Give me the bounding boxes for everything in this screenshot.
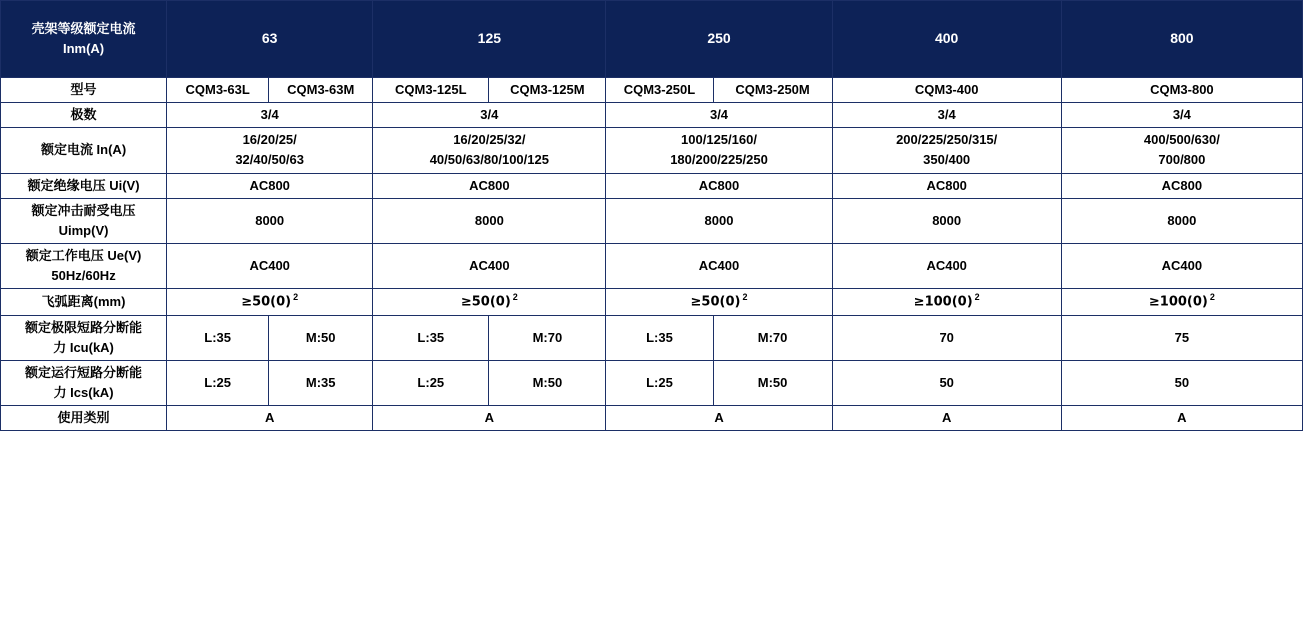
cell-category-400: A: [832, 406, 1061, 431]
cell-rated-current-63: [167, 128, 373, 173]
cell-model-250l: CQM3-250L: [606, 78, 713, 103]
cell-ue-400: AC400: [832, 243, 1061, 288]
table-row: [1, 406, 1303, 431]
cell-superscript: 2: [742, 292, 748, 303]
cell-line: 350/400: [923, 152, 971, 168]
cell-arc-63: [167, 289, 373, 315]
cell-superscript: 2: [1209, 292, 1215, 303]
cell-model-400: CQM3-400: [832, 78, 1061, 103]
cell-ics-250m: M:50: [713, 361, 832, 406]
header-frame-label: [1, 1, 167, 78]
cell-line: 32/40/50/63: [235, 152, 305, 168]
cell-ics-400: 50: [832, 361, 1061, 406]
row-label-arc-distance: 飞弧距离(mm): [1, 289, 167, 315]
row-label-rated-current: 额定电流 In(A): [1, 128, 167, 173]
cell-superscript: 2: [512, 292, 518, 303]
cell-category-800: A: [1061, 406, 1302, 431]
table-row: [1, 173, 1303, 198]
cell-line: 100/125/160/: [681, 132, 757, 148]
cell-rated-current-800: [1061, 128, 1302, 173]
header-frame-label-line1: 壳架等级额定电流: [31, 20, 136, 36]
table-row: [1, 198, 1303, 243]
row-label-line: 力 Icu(kA): [53, 339, 114, 355]
cell-model-63l: CQM3-63L: [167, 78, 269, 103]
cell-icu-125l: L:35: [373, 315, 489, 360]
cell-poles-125: 3/4: [373, 103, 606, 128]
cell-arc-800: [1061, 289, 1302, 315]
cell-value: ≥50(0): [690, 294, 741, 310]
cell-model-250m: CQM3-250M: [713, 78, 832, 103]
cell-icu-63m: M:50: [269, 315, 373, 360]
cell-poles-250: 3/4: [606, 103, 832, 128]
table-row: [1, 315, 1303, 360]
cell-ics-63l: L:25: [167, 361, 269, 406]
cell-ics-800: 50: [1061, 361, 1302, 406]
cell-uimp-63: 8000: [167, 198, 373, 243]
cell-arc-250: [606, 289, 832, 315]
table-row: [1, 78, 1303, 103]
cell-uimp-250: 8000: [606, 198, 832, 243]
table-header-row: [1, 1, 1303, 78]
row-label-icu: [1, 315, 167, 360]
cell-ui-800: AC800: [1061, 173, 1302, 198]
cell-ue-125: AC400: [373, 243, 606, 288]
cell-icu-400: 70: [832, 315, 1061, 360]
cell-ui-250: AC800: [606, 173, 832, 198]
cell-icu-250m: M:70: [713, 315, 832, 360]
row-label-impulse-voltage: [1, 198, 167, 243]
table-row: [1, 361, 1303, 406]
cell-line: 16/20/25/32/: [453, 132, 526, 148]
header-frame-125: 125: [373, 1, 606, 78]
row-label-line: 额定工作电压 Ue(V): [25, 247, 142, 263]
cell-poles-63: 3/4: [167, 103, 373, 128]
cell-value: ≥50(0): [241, 294, 292, 310]
row-label-line: 额定极限短路分断能: [25, 319, 143, 335]
cell-arc-400: [832, 289, 1061, 315]
cell-model-800: CQM3-800: [1061, 78, 1302, 103]
cell-rated-current-400: [832, 128, 1061, 173]
row-label-line: 额定冲击耐受电压: [31, 202, 136, 218]
cell-model-63m: CQM3-63M: [269, 78, 373, 103]
table-row: [1, 103, 1303, 128]
header-frame-400: 400: [832, 1, 1061, 78]
cell-rated-current-250: [606, 128, 832, 173]
cell-ui-400: AC800: [832, 173, 1061, 198]
row-label-working-voltage: [1, 243, 167, 288]
cell-line: 16/20/25/: [242, 132, 297, 148]
cell-ue-250: AC400: [606, 243, 832, 288]
cell-icu-800: 75: [1061, 315, 1302, 360]
table-row: [1, 128, 1303, 173]
row-label-line: 50Hz/60Hz: [51, 268, 116, 284]
cell-arc-125: [373, 289, 606, 315]
header-frame-800: 800: [1061, 1, 1302, 78]
cell-ics-125l: L:25: [373, 361, 489, 406]
cell-line: 40/50/63/80/100/125: [429, 152, 549, 168]
cell-uimp-800: 8000: [1061, 198, 1302, 243]
cell-ue-63: AC400: [167, 243, 373, 288]
header-frame-63: 63: [167, 1, 373, 78]
cell-rated-current-125: [373, 128, 606, 173]
cell-model-125m: CQM3-125M: [489, 78, 606, 103]
cell-line: 700/800: [1158, 152, 1206, 168]
cell-line: 200/225/250/315/: [896, 132, 998, 148]
cell-line: 180/200/225/250: [670, 152, 768, 168]
cell-ics-63m: M:35: [269, 361, 373, 406]
cell-superscript: 2: [974, 292, 980, 303]
cell-icu-125m: M:70: [489, 315, 606, 360]
cell-icu-63l: L:35: [167, 315, 269, 360]
table-row: [1, 243, 1303, 288]
row-label-insulation-voltage: 额定绝缘电压 Ui(V): [1, 173, 167, 198]
header-frame-label-line2: Inm(A): [62, 41, 105, 56]
cell-value: ≥100(0): [913, 294, 973, 310]
cell-superscript: 2: [293, 292, 299, 303]
header-frame-250: 250: [606, 1, 832, 78]
row-label-line: 额定运行短路分断能: [25, 365, 143, 381]
cell-category-125: A: [373, 406, 606, 431]
row-label-line: 力 Ics(kA): [53, 385, 114, 401]
cell-line: 400/500/630/: [1143, 132, 1220, 148]
cell-ui-63: AC800: [167, 173, 373, 198]
cell-value: ≥100(0): [1148, 294, 1208, 310]
table-row: [1, 289, 1303, 315]
row-label-line: Uimp(V): [58, 222, 109, 238]
cell-ics-250l: L:25: [606, 361, 713, 406]
cell-uimp-125: 8000: [373, 198, 606, 243]
row-label-model: 型号: [1, 78, 167, 103]
cell-icu-250l: L:35: [606, 315, 713, 360]
cell-poles-400: 3/4: [832, 103, 1061, 128]
cell-model-125l: CQM3-125L: [373, 78, 489, 103]
cell-category-250: A: [606, 406, 832, 431]
cell-ics-125m: M:50: [489, 361, 606, 406]
row-label-utilization-category: 使用类别: [1, 406, 167, 431]
cell-ue-800: AC400: [1061, 243, 1302, 288]
cell-uimp-400: 8000: [832, 198, 1061, 243]
row-label-ics: [1, 361, 167, 406]
cell-category-63: A: [167, 406, 373, 431]
cell-value: ≥50(0): [460, 294, 511, 310]
cell-ui-125: AC800: [373, 173, 606, 198]
cell-poles-800: 3/4: [1061, 103, 1302, 128]
row-label-poles: 极数: [1, 103, 167, 128]
